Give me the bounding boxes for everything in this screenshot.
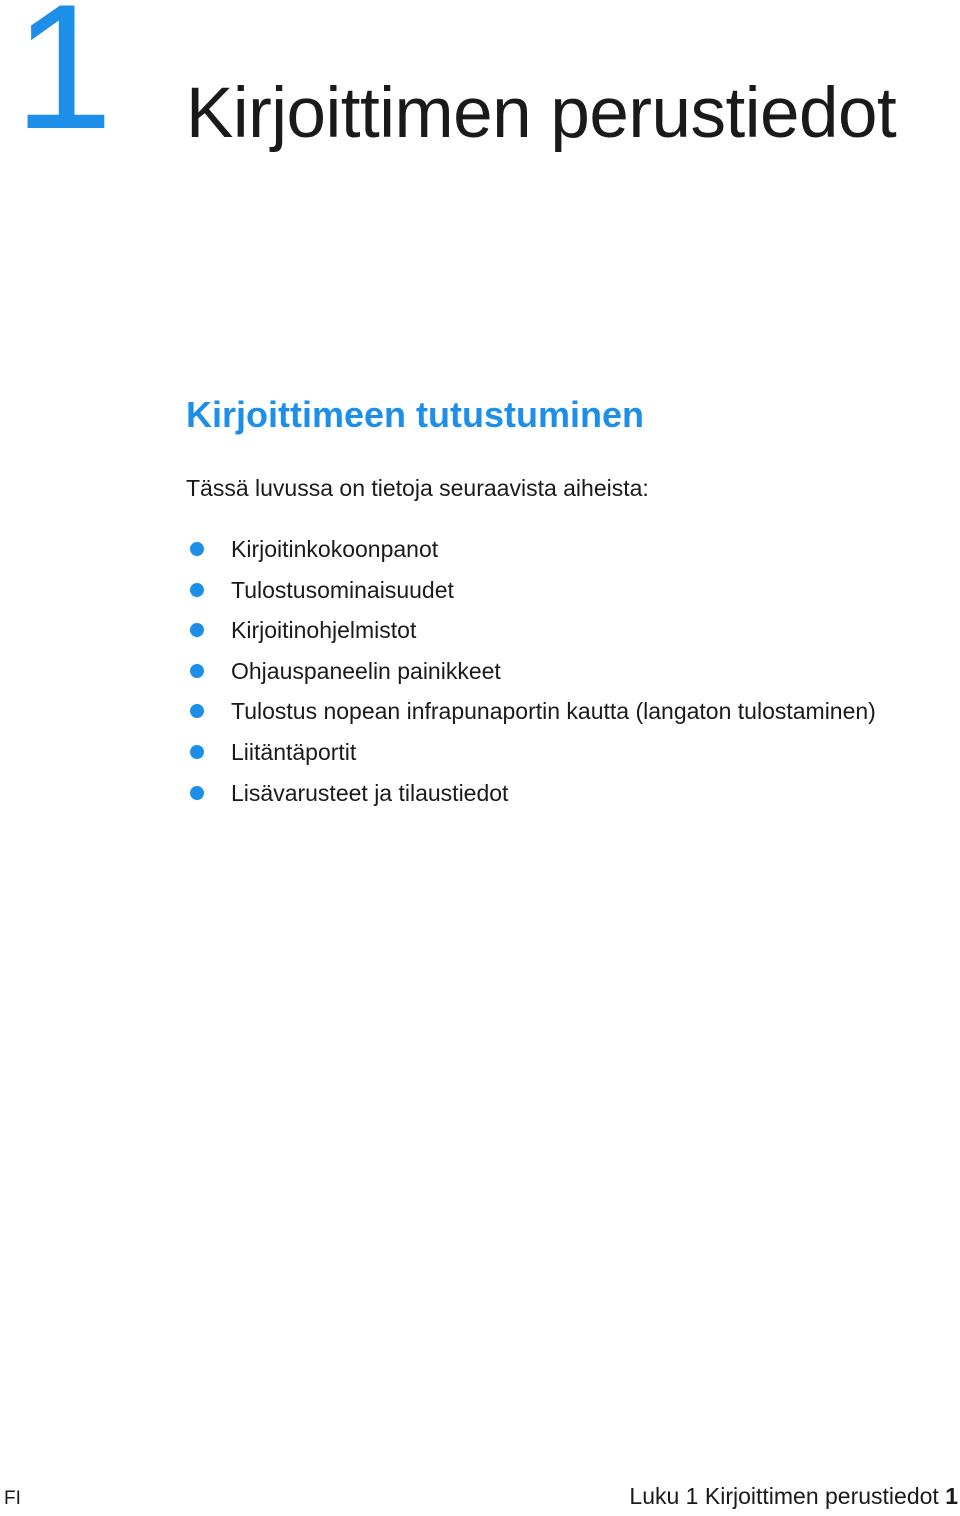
bullet-dot-icon	[190, 704, 204, 718]
bullet-dot-icon	[190, 786, 204, 800]
footer-language: FI	[4, 1488, 21, 1509]
list-item	[186, 695, 876, 736]
list-item-label: Tulostus nopean infrapunaportin kautta (langaton tulostaminen)	[231, 698, 876, 725]
bullet-dot-icon	[190, 583, 204, 597]
list-item-label: Ohjauspaneelin painikkeet	[231, 657, 501, 684]
list-item-label: Tulostusominaisuudet	[231, 576, 454, 603]
list-item	[186, 655, 876, 696]
bullet-dot-icon	[190, 542, 204, 556]
list-item-label: Lisävarusteet ja tilaustiedot	[231, 779, 509, 806]
bullet-dot-icon	[190, 664, 204, 678]
list-item	[186, 614, 876, 655]
list-item-label: Kirjoitinkokoonpanot	[231, 536, 439, 562]
section-intro: Tässä luvussa on tietoja seuraavista aiheista:	[186, 475, 649, 501]
list-item	[186, 736, 876, 777]
topic-list	[186, 533, 876, 817]
list-item	[186, 533, 876, 574]
section-heading: Kirjoittimeen tutustuminen	[186, 394, 644, 435]
list-item-label: Liitäntäportit	[231, 738, 357, 765]
bullet-dot-icon	[190, 745, 204, 759]
footer-chapter-label: Luku 1 Kirjoittimen perustiedot	[629, 1483, 939, 1509]
bullet-dot-icon	[190, 623, 204, 637]
footer-chapter-ref	[629, 1485, 958, 1508]
chapter-number: 1	[14, 0, 113, 166]
list-item	[186, 777, 876, 818]
page-number: 1	[945, 1483, 958, 1509]
chapter-title: Kirjoittimen perustiedot	[186, 74, 897, 153]
list-item	[186, 574, 876, 615]
list-item-label: Kirjoitinohjelmistot	[231, 617, 417, 644]
